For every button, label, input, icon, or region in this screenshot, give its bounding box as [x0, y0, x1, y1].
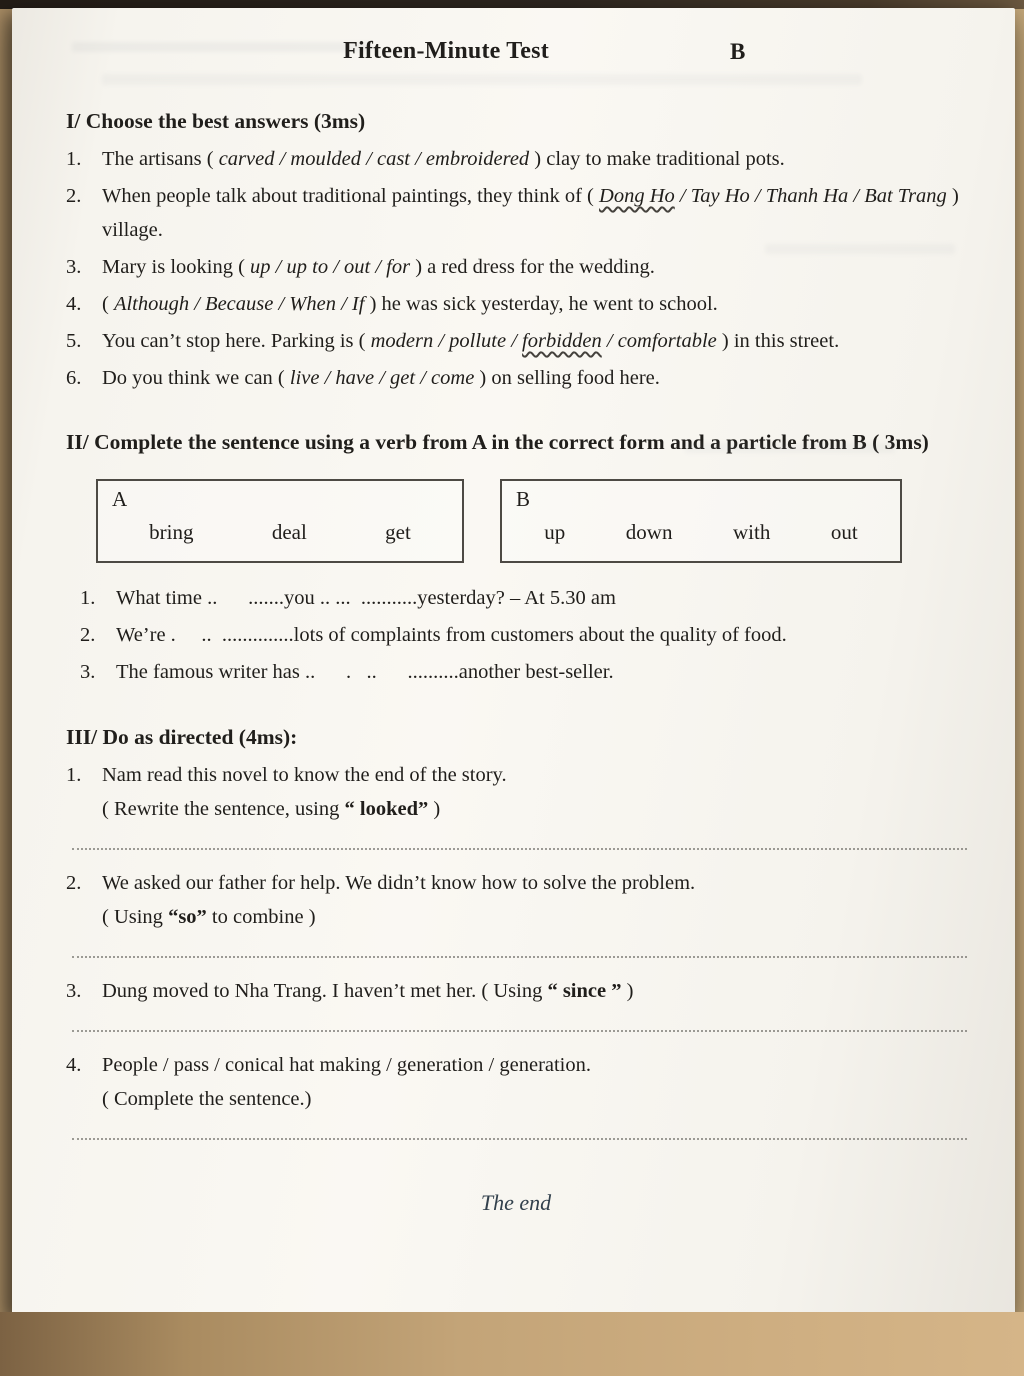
text-segment: ( Rewrite the sentence, using: [102, 798, 345, 820]
text-segment: / comfortable: [601, 330, 717, 352]
section-3-heading: III/ Do as directed (4ms):: [66, 725, 298, 749]
section-complete-sentence: [66, 425, 969, 689]
text-segment: ) clay to make traditional pots.: [529, 148, 785, 170]
page-title: Fifteen-Minute Test: [343, 38, 549, 64]
question-item: [66, 287, 969, 321]
text-segment: Although / Because / When / If: [113, 293, 365, 315]
question-item: [80, 618, 969, 652]
question-number: 6.: [66, 367, 82, 389]
test-variant: B: [730, 39, 746, 64]
question-item: [80, 655, 969, 689]
text-segment: live / have / get / come: [289, 367, 475, 389]
word-option: bring: [149, 520, 194, 544]
text-segment: to combine ): [206, 906, 316, 928]
text-segment: modern / pollute /: [370, 330, 523, 352]
text-segment: Dung moved to Nha Trang. I haven’t met her. ( Using: [102, 980, 548, 1002]
question-text: [102, 758, 969, 858]
question-item: [66, 758, 969, 858]
text-segment: People / pass / conical hat making / generation / generation.: [102, 1054, 592, 1076]
table-surface-bottom: [0, 1312, 1024, 1376]
question-number: 5.: [66, 330, 82, 352]
text-segment: ) village.: [102, 185, 964, 241]
word-option: with: [733, 520, 771, 544]
text-segment: forbidden: [522, 330, 602, 352]
text-segment: ) he was sick yesterday, he went to school.: [364, 293, 718, 315]
section-choose-answers: [66, 109, 969, 395]
question-item: [66, 1048, 969, 1148]
question-item: [66, 179, 969, 247]
question-item: [66, 324, 969, 358]
text-segment: Nam read this novel to know the end of the story.: [102, 764, 507, 786]
text-segment: carved / moulded / cast / embroidered: [218, 148, 530, 170]
question-number: 1.: [66, 764, 82, 786]
question-text: [102, 324, 969, 358]
text-segment: Mary is looking (: [102, 256, 251, 278]
question-list-3: [66, 758, 969, 1148]
question-number: 1.: [80, 587, 96, 609]
bleed-through-smudge: [102, 74, 862, 85]
end-marker: The end: [480, 1190, 552, 1215]
text-segment: What time .. .......you .. ... ...........yesterday? – At 5.30 am: [116, 587, 616, 609]
question-text: [102, 287, 969, 321]
question-number: 2.: [66, 872, 82, 894]
answer-line: [72, 954, 967, 958]
text-segment: When people talk about traditional paintings, they think of (: [102, 185, 600, 207]
box-b-label: B: [516, 487, 531, 511]
question-text: [102, 974, 969, 1040]
box-b-words: [514, 520, 888, 545]
question-number: 4.: [66, 293, 82, 315]
box-a-words: [110, 520, 450, 545]
text-segment: ) on selling food here.: [474, 367, 660, 389]
text-segment: “ since ”: [547, 980, 622, 1002]
text-segment: We’re . .. ..............lots of complaints from customers about the quality of food.: [116, 624, 787, 646]
text-segment: “so”: [168, 906, 207, 928]
section-do-as-directed: [66, 725, 969, 1148]
text-segment: Do you think we can (: [102, 367, 290, 389]
question-text: [102, 866, 969, 966]
test-paper: [12, 8, 1015, 1314]
question-number: 3.: [66, 980, 82, 1002]
question-item: [66, 250, 969, 284]
text-segment: We asked our father for help. We didn’t know how to solve the problem.: [102, 872, 696, 894]
box-a: [96, 479, 464, 563]
question-number: 1.: [66, 148, 82, 170]
question-number: 2.: [80, 624, 96, 646]
text-segment: ): [621, 980, 634, 1002]
text-segment: ( Complete the sentence.): [102, 1088, 312, 1110]
answer-line: [72, 846, 967, 850]
text-segment: ) in this street.: [716, 330, 840, 352]
text-segment: The artisans (: [102, 148, 219, 170]
text-segment: “ looked”: [344, 798, 429, 820]
question-number: 2.: [66, 185, 82, 207]
title-row: [66, 38, 826, 65]
text-segment: up / up to / out / for: [250, 256, 411, 278]
text-segment: Dong Ho: [599, 185, 675, 207]
question-item: [66, 866, 969, 966]
text-segment: The famous writer has .. . .. ..........another best-seller.: [116, 661, 614, 683]
text-segment: (: [102, 293, 114, 315]
text-segment: ): [428, 798, 441, 820]
question-text: [116, 618, 969, 652]
word-option: get: [385, 520, 411, 544]
box-b: [500, 479, 902, 563]
answer-line: [72, 1136, 967, 1140]
answer-line: [72, 1028, 967, 1032]
question-list-2: [80, 581, 969, 689]
text-segment: You can’t stop here. Parking is (: [102, 330, 371, 352]
word-boxes: [96, 479, 969, 563]
question-item: [80, 581, 969, 615]
word-option: up: [544, 520, 566, 544]
question-text: [102, 250, 969, 284]
text-segment: ) a red dress for the wedding.: [410, 256, 655, 278]
question-text: [102, 1048, 969, 1148]
question-text: [116, 655, 969, 689]
text-segment: ( Using: [102, 906, 169, 928]
section-2-heading: II/ Complete the sentence using a verb from A in the correct form and a particle from B ( 3ms): [66, 430, 929, 454]
box-a-label: A: [112, 487, 128, 511]
word-option: down: [625, 520, 673, 544]
word-option: out: [830, 520, 858, 544]
question-number: 3.: [66, 256, 82, 278]
question-item: [66, 361, 969, 395]
question-number: 3.: [80, 661, 96, 683]
question-item: [66, 974, 969, 1040]
question-number: 4.: [66, 1054, 82, 1076]
text-segment: / Tay Ho / Thanh Ha / Bat Trang: [674, 185, 947, 207]
section-1-heading: I/ Choose the best answers (3ms): [66, 109, 366, 133]
question-item: [66, 142, 969, 176]
question-text: [102, 142, 969, 176]
word-option: deal: [271, 520, 307, 544]
question-text: [102, 361, 969, 395]
question-text: [116, 581, 969, 615]
question-text: [102, 179, 969, 247]
question-list-1: [66, 142, 969, 395]
